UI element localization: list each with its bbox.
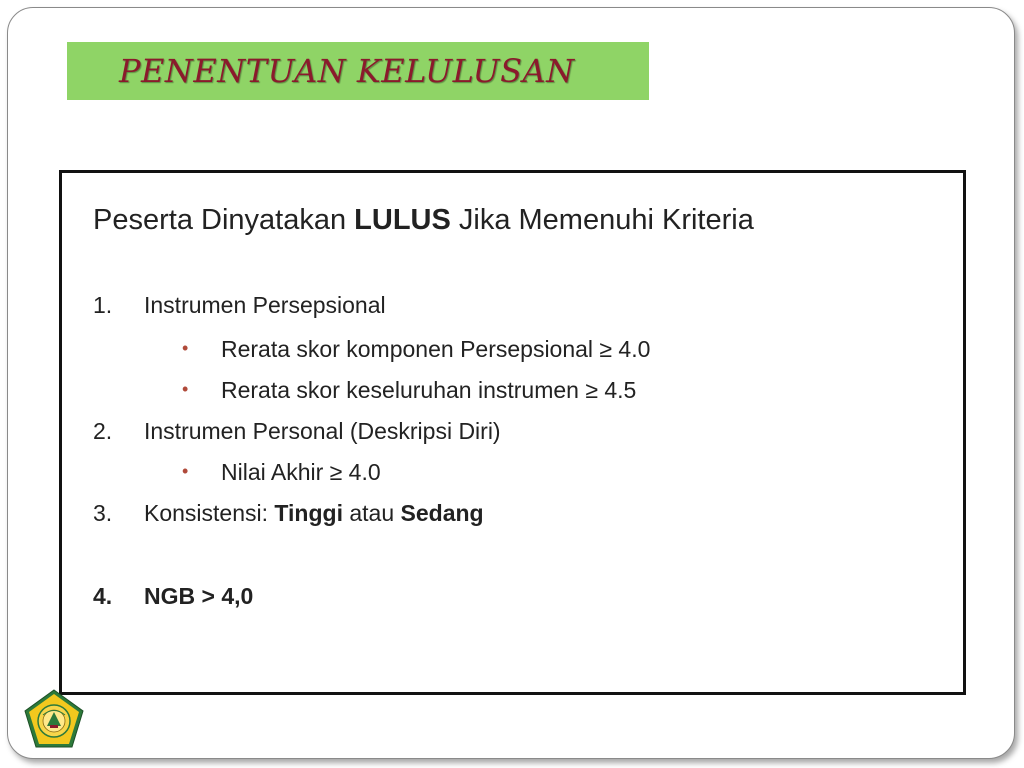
consistency-value-high: Tinggi bbox=[274, 500, 343, 526]
consistency-connector: atau bbox=[342, 500, 401, 526]
criterion-number: 4. bbox=[93, 583, 113, 609]
slide-title: PENENTUAN KELULUSAN bbox=[119, 52, 575, 90]
consistency-value-medium: Sedang bbox=[400, 500, 484, 526]
criterion-text: Instrumen Personal (Deskripsi Diri) bbox=[144, 418, 501, 444]
intro-prefix: Peserta Dinyatakan bbox=[93, 204, 355, 236]
intro-emphasis: LULUS bbox=[354, 204, 451, 236]
title-band bbox=[67, 42, 649, 100]
bullet-text: Rerata skor keseluruhan instrumen ≥ 4.5 bbox=[221, 377, 637, 403]
bullet-icon: • bbox=[182, 379, 189, 399]
criterion-number: 2. bbox=[93, 418, 113, 444]
bullet-icon: • bbox=[182, 338, 189, 358]
criterion-text bbox=[144, 500, 484, 527]
intro-suffix: Jika Memenuhi Kriteria bbox=[450, 204, 754, 236]
criterion-number: 3. bbox=[93, 500, 113, 526]
criterion-text: Instrumen Persepsional bbox=[144, 292, 386, 318]
bullet-text: Nilai Akhir ≥ 4.0 bbox=[221, 459, 381, 485]
intro-text bbox=[93, 204, 754, 237]
bullet-icon: • bbox=[182, 461, 189, 481]
bullet-text: Rerata skor komponen Persepsional ≥ 4.0 bbox=[221, 336, 651, 362]
criterion-text: NGB > 4,0 bbox=[144, 583, 254, 609]
criteria-box bbox=[59, 170, 966, 695]
university-emblem-icon bbox=[23, 688, 85, 750]
consistency-label: Konsistensi: bbox=[144, 500, 275, 526]
criterion-number: 1. bbox=[93, 292, 113, 318]
